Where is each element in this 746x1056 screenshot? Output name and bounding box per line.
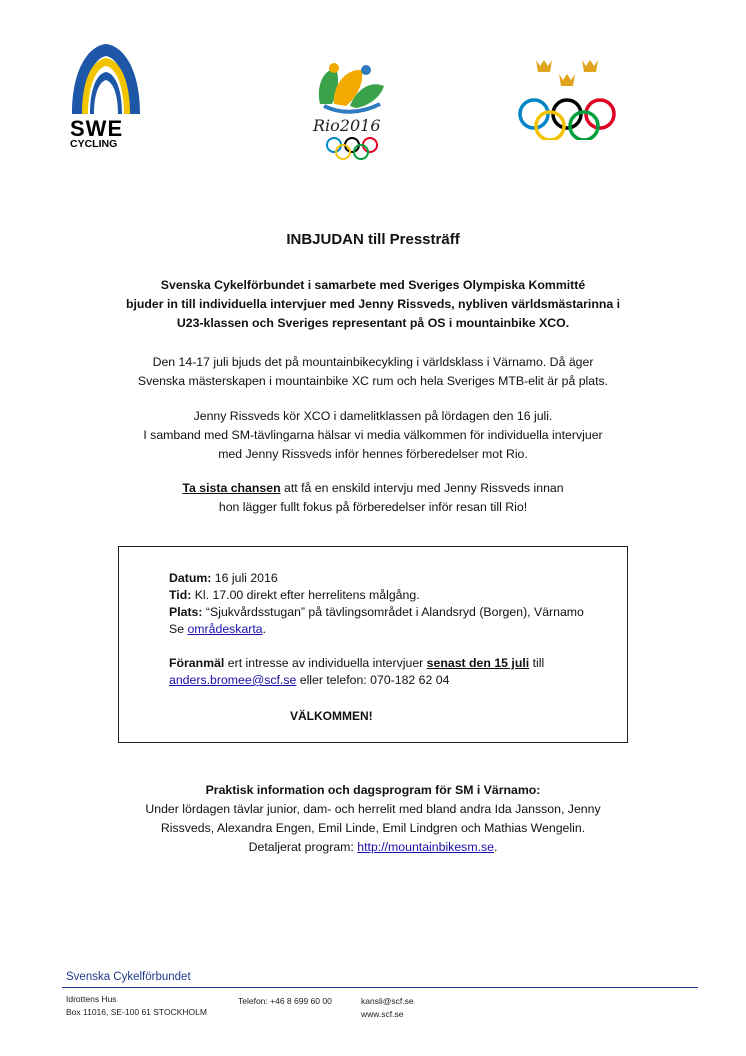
program-label: Detaljerat program: [248,840,358,854]
para3-line-1 [0,479,746,498]
rio-figures-icon [310,58,392,120]
para1-line-1: Den 14-17 juli bjuds det på mountainbikecykling i världsklass i Värnamo. Då äger [152,355,594,369]
map-row-end: . [262,622,267,636]
intro-line-2: bjuder in till individuella intervjuer med Jenny Rissveds, nybliven världsmästarinna i [125,297,621,311]
tid-label: Tid: [169,588,192,602]
tid-value: Kl. 17.00 direkt efter herrelitens målgång. [191,588,420,602]
practical-line-3 [0,838,746,857]
datum-value: 16 juli 2016 [211,571,278,585]
welcome-text: VÄLKOMMEN! [290,709,373,723]
datum-row [169,570,278,587]
three-crowns-olympic-rings-icon [514,56,620,140]
sok-logo [514,56,620,140]
swe-cycling-line1: SWE [70,116,124,141]
rio2016-logo [310,58,392,162]
foranmal-label: Föranmäl [169,656,225,670]
program-end: . [493,840,498,854]
map-link[interactable]: områdeskarta [187,622,263,636]
intro-line-1: Svenska Cykelförbundet i samarbete med Sveriges Olympiska Kommitté [160,278,586,292]
plats-label: Plats: [169,605,203,619]
rio2016-text: Rio2016 [313,116,381,135]
last-chance-emphasis: Ta sista chansen [182,481,281,495]
se-text: Se [169,622,188,636]
footer-org: Svenska Cykelförbundet [66,971,191,983]
para3-line-2: hon lägger fullt fokus på förberedelser inför resan till Rio! [218,500,528,514]
program-link[interactable]: http://mountainbikesm.se [357,840,494,854]
foranmal-end: till [529,656,545,670]
deadline: senast den 15 juli [426,656,530,670]
para3-line-1-rest: att få en enskild intervju med Jenny Rissveds innan [280,481,564,495]
swe-cycling-logo [66,40,146,152]
event-info-box [118,546,628,743]
para1-line-2: Svenska mästerskapen i mountainbike XC rum och hela Sveriges MTB-elit är på plats. [137,374,609,388]
map-row [169,621,266,638]
practical-heading: Praktisk information och dagsprogram för SM i Värnamo: [205,783,541,797]
intro-line-3: U23-klassen och Sveriges representant på OS i mountainbike XCO. [176,316,570,330]
footer-web: www.scf.se [361,1009,404,1019]
foranmal-mid: ert intresse av individuella intervjuer [224,656,427,670]
foranmal-row [169,655,544,672]
plats-value: “Sjukvårdsstugan” på tävlingsområdet i Alandsryd (Borgen), Värnamo [202,605,584,619]
para2-line-1: Jenny Rissveds kör XCO i damelitklassen på lördagen den 16 juli. [193,409,553,423]
footer-phone: Telefon: +46 8 699 60 00 [238,996,332,1006]
contact-row [169,672,449,689]
datum-label: Datum: [169,571,212,585]
swe-cycling-line2: CYCLING [70,138,118,150]
plats-row [169,604,584,621]
phone-text: eller telefon: 070-182 62 04 [296,673,450,687]
page-title: INBJUDAN till Pressträff [286,231,460,248]
tid-row [169,587,420,604]
footer-email: kansli@scf.se [361,996,414,1006]
para2-line-2: I samband med SM-tävlingarna hälsar vi media välkommen för individuella intervjuer [143,428,603,442]
email-link[interactable]: anders.bromee@scf.se [169,673,297,687]
swe-cycling-arch-icon [66,40,146,116]
footer-address-1: Idrottens Hus [66,994,117,1004]
footer-divider [62,987,698,988]
para2-line-3: med Jenny Rissveds inför hennes förberedelser mot Rio. [218,447,528,461]
practical-line-1: Under lördagen tävlar junior, dam- och herrelit med bland andra Ida Jansson, Jenny [145,802,601,816]
footer-address-2: Box 11016, SE-100 61 STOCKHOLM [66,1007,207,1017]
olympic-rings-small-icon [324,136,380,162]
practical-line-2: Rissveds, Alexandra Engen, Emil Linde, Emil Lindgren och Mathias Wengelin. [160,821,586,835]
